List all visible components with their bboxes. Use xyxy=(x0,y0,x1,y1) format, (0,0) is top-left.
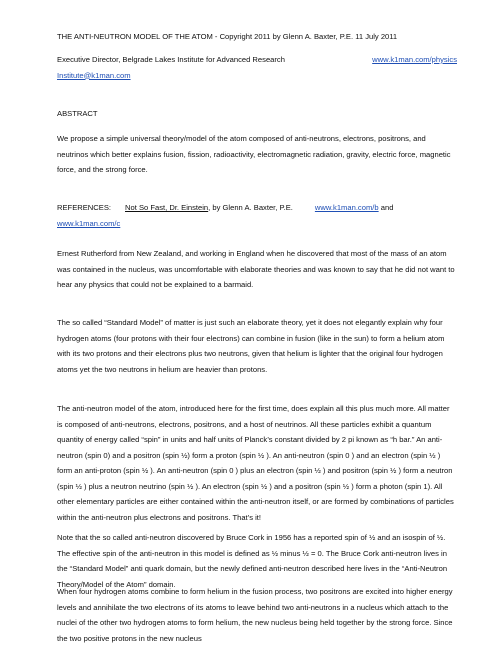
paragraph-fusion: When four hydrogen atoms combine to form helium in the fusion process, two positrons are excited into higher energy levels and annihilate the two electrons of its atoms to leave behind two anti-neutrons in a nucleus which attach to the nuclei of the other two hydrogen atoms to form helium, the new nucleus being held together by the strong force. Since the two positive protons in the new nucleus xyxy=(57,587,453,643)
paragraph-rutherford: Ernest Rutherford from New Zealand, and working in England when he discovered that most of the mass of an atom was contained in the nucleus, was uncomfortable with elaborate theories and was known to say that he did not want to hear any physics that could not be explained to a barmaid. xyxy=(57,249,455,289)
reference-link-b[interactable]: www.k1man.com/b xyxy=(314,203,379,212)
email-link[interactable]: Institute@k1man.com xyxy=(57,70,131,80)
author-affiliation-block xyxy=(57,52,457,83)
abstract-text: We propose a simple universal theory/model of the atom composed of anti-neutrons, electrons, positrons, and neutrinos which better explains fusion, fission, radioactivity, electromagnetic radiation, gravity, electric force, magnetic force, and the strong force. xyxy=(57,134,451,174)
reference-author: , by Glenn A. Baxter, P.E. xyxy=(208,203,293,212)
document-title-line: THE ANTI-NEUTRON MODEL OF THE ATOM - Copyright 2011 by Glenn A. Baxter, P.E. 11 July 2011 xyxy=(57,32,398,41)
paragraph-standard-model: The so called “Standard Model” of matter is just such an elaborate theory, yet it does not elegantly explain why four hydrogen atoms (four protons with their four electrons) can combine in fusion (like in the sun) to form a helium atom with its two protons and their electrons plus two neutrons, given that helium is lighter that the original four hydrogen atoms yet the two neutrons in helium are heavier than protons. xyxy=(57,318,445,374)
reference-link-c[interactable]: www.k1man.com/c xyxy=(57,218,121,228)
references-block xyxy=(57,200,457,231)
references-label: REFERENCES: xyxy=(57,203,112,212)
references-and: and xyxy=(380,203,394,212)
paragraph-anti-neutron-model: The anti-neutron model of the atom, introduced here for the first time, does explain all this plus much more. All matter is composed of anti-neutrons, electrons, positrons, and a host of neutrinos. All these particles exhibit a quantum quantity of energy called “spin” in units and half units of Planck’s constant divided by 2 pi known as “h bar.” An anti-neutron (spin 0) and a positron (spin ½) form a proton (spin ½ ). An anti-neutron (spin 0 ) and an electron (spin ½ ) form an anti-proton (spin ½ ). An anti-neutron (spin 0 ) plus an electron (spin ½ ) and positron (spin ½ ) form a neutron (spin ½ ) plus a neutron neutrino (spin ½ ). An electron (spin ½ ) and a positron (spin ½ ) form a photon (spin 1). All other elementary particles are either contained within the anti-neutron itself, or are formed by combinations of particles within the anti-neutron plus electrons and positrons. That’s it! xyxy=(57,404,454,522)
abstract-heading: ABSTRACT xyxy=(57,109,98,118)
website-link[interactable]: www.k1man.com/physics xyxy=(372,55,457,64)
reference-book-title: Not So Fast, Dr. Einstein xyxy=(125,203,209,212)
affiliation-text: Executive Director, Belgrade Lakes Institute for Advanced Research xyxy=(57,55,285,64)
paragraph-bruce-cork: Note that the so called anti-neutron discovered by Bruce Cork in 1956 has a reported spin of ½ and an isospin of ½. The effective spin of the anti-neutron in this model is defined as ½ minus ½ = 0. The Bruce Cork anti-neutron lives in the “Standard Model” anti quark domain, but the newly defined anti-neutron described here lives in the “Anti-Neutron Theory/Model of the Atom” domain. xyxy=(57,533,448,589)
